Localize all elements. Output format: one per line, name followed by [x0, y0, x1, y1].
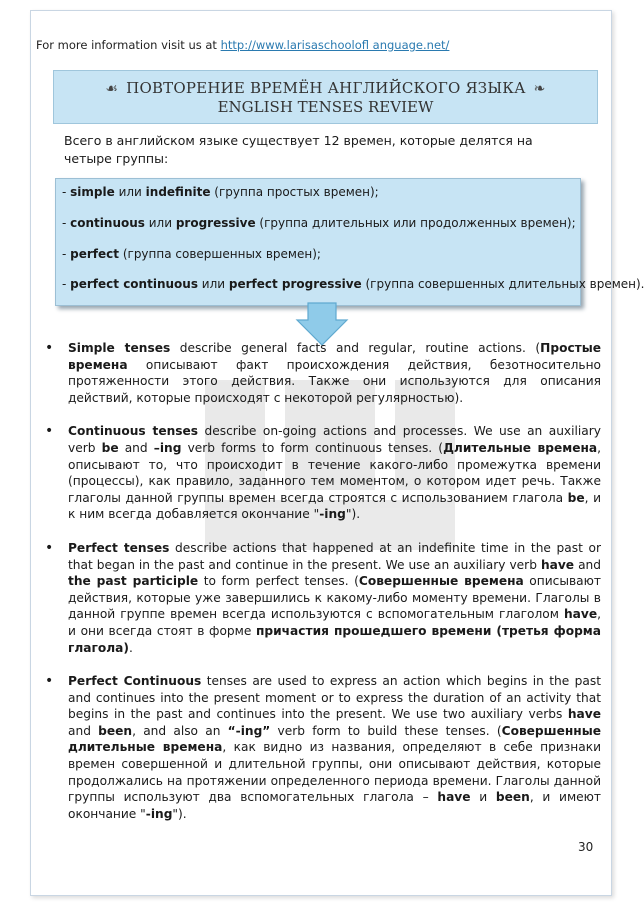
- page-number: 30: [578, 840, 594, 854]
- bullet-dot-icon: •: [45, 340, 54, 356]
- group-continuous: - continuous или progressive (группа длительных или продолженных времен);: [62, 216, 576, 230]
- group-simple: - simple или indefinite (группа простых времен);: [62, 185, 379, 199]
- bullet-dot-icon: •: [45, 539, 54, 556]
- floral-left-icon: ☙: [105, 81, 119, 97]
- group-perfect: - perfect (группа совершенных времен);: [62, 247, 321, 261]
- bullet-simple-tenses: • Simple tenses describe general facts and regular, routine actions. (Простые времена описывают факт происхождения действия, безотносительно протяженности этого действия. Также они используются для описания действий, которые происходят с некоторой регулярностью).: [45, 340, 602, 405]
- bullet-continuous-tenses: • Continuous tenses describe on-going actions and processes. We use an auxiliary verb be and –ing verb forms to form continuous tenses. (Длительные времена, описывают то, что происходит в течение какого-либо промежутка времени (процессы), как правило, заданного тем моментом, о котором идет речь. Также глаголы данной группы времен всегда строятся с использованием глагола be, и к ним всегда добавляется окончание "-ing").: [45, 423, 601, 522]
- header-prefix: For more information visit us at: [36, 38, 221, 52]
- bullet-perfect-continuous-tenses: • Perfect Continuous tenses are used to express an action which begins in the past and continues into the present moment or to express the duration of an activity that begins in the past and continues into the present. We use two auxiliary verbs have and been, and also an “-ing” verb form to build these tenses. (Совершенные длительные времена, как видно из названия, определяют в себе признаки времен совершенной и длительной группы, они описывают действия, которые продолжались на протяжении определенного периода времени. Глаголы данной группы используют два вспомогательных глагола – have и been, и имеют окончание "-ing").: [45, 673, 601, 821]
- title-ru: ПОВТОРЕНИЕ ВРЕМЁН АНГЛИЙСКОГО ЯЗЫКА: [126, 79, 526, 97]
- header-line: [36, 38, 449, 52]
- group-perfect-continuous: - perfect continuous или perfect progressive (группа совершенных длительных времен).: [62, 277, 644, 291]
- title-en: ENGLISH TENSES REVIEW: [217, 98, 434, 116]
- tense-descriptions: [44, 340, 601, 839]
- bullet-dot-icon: •: [45, 423, 54, 440]
- intro-text: Всего в английском языке существует 12 времен, которые делятся на четыре группы:: [64, 133, 533, 166]
- tense-groups-box: [55, 178, 644, 306]
- website-link[interactable]: http://www.larisaschoolofl anguage.net/: [220, 38, 450, 52]
- floral-right-icon: ❧: [533, 81, 546, 97]
- bullet-perfect-tenses: • Perfect tenses describe actions that happened at an indefinite time in the past or that began in the past and continue in the present. We use an auxiliary verb have and the past participle to form perfect tenses. (Совершенные времена описывают действия, которые уже завершились к какому-либо моменту времени. Глаголы в данной группе времен всегда используются с вспомогательным глаголом have, и они всегда стоят в форме причастия прошедшего времени (третья форма глагола).: [45, 539, 601, 655]
- bullet-dot-icon: •: [45, 673, 54, 690]
- title-banner: [53, 70, 598, 124]
